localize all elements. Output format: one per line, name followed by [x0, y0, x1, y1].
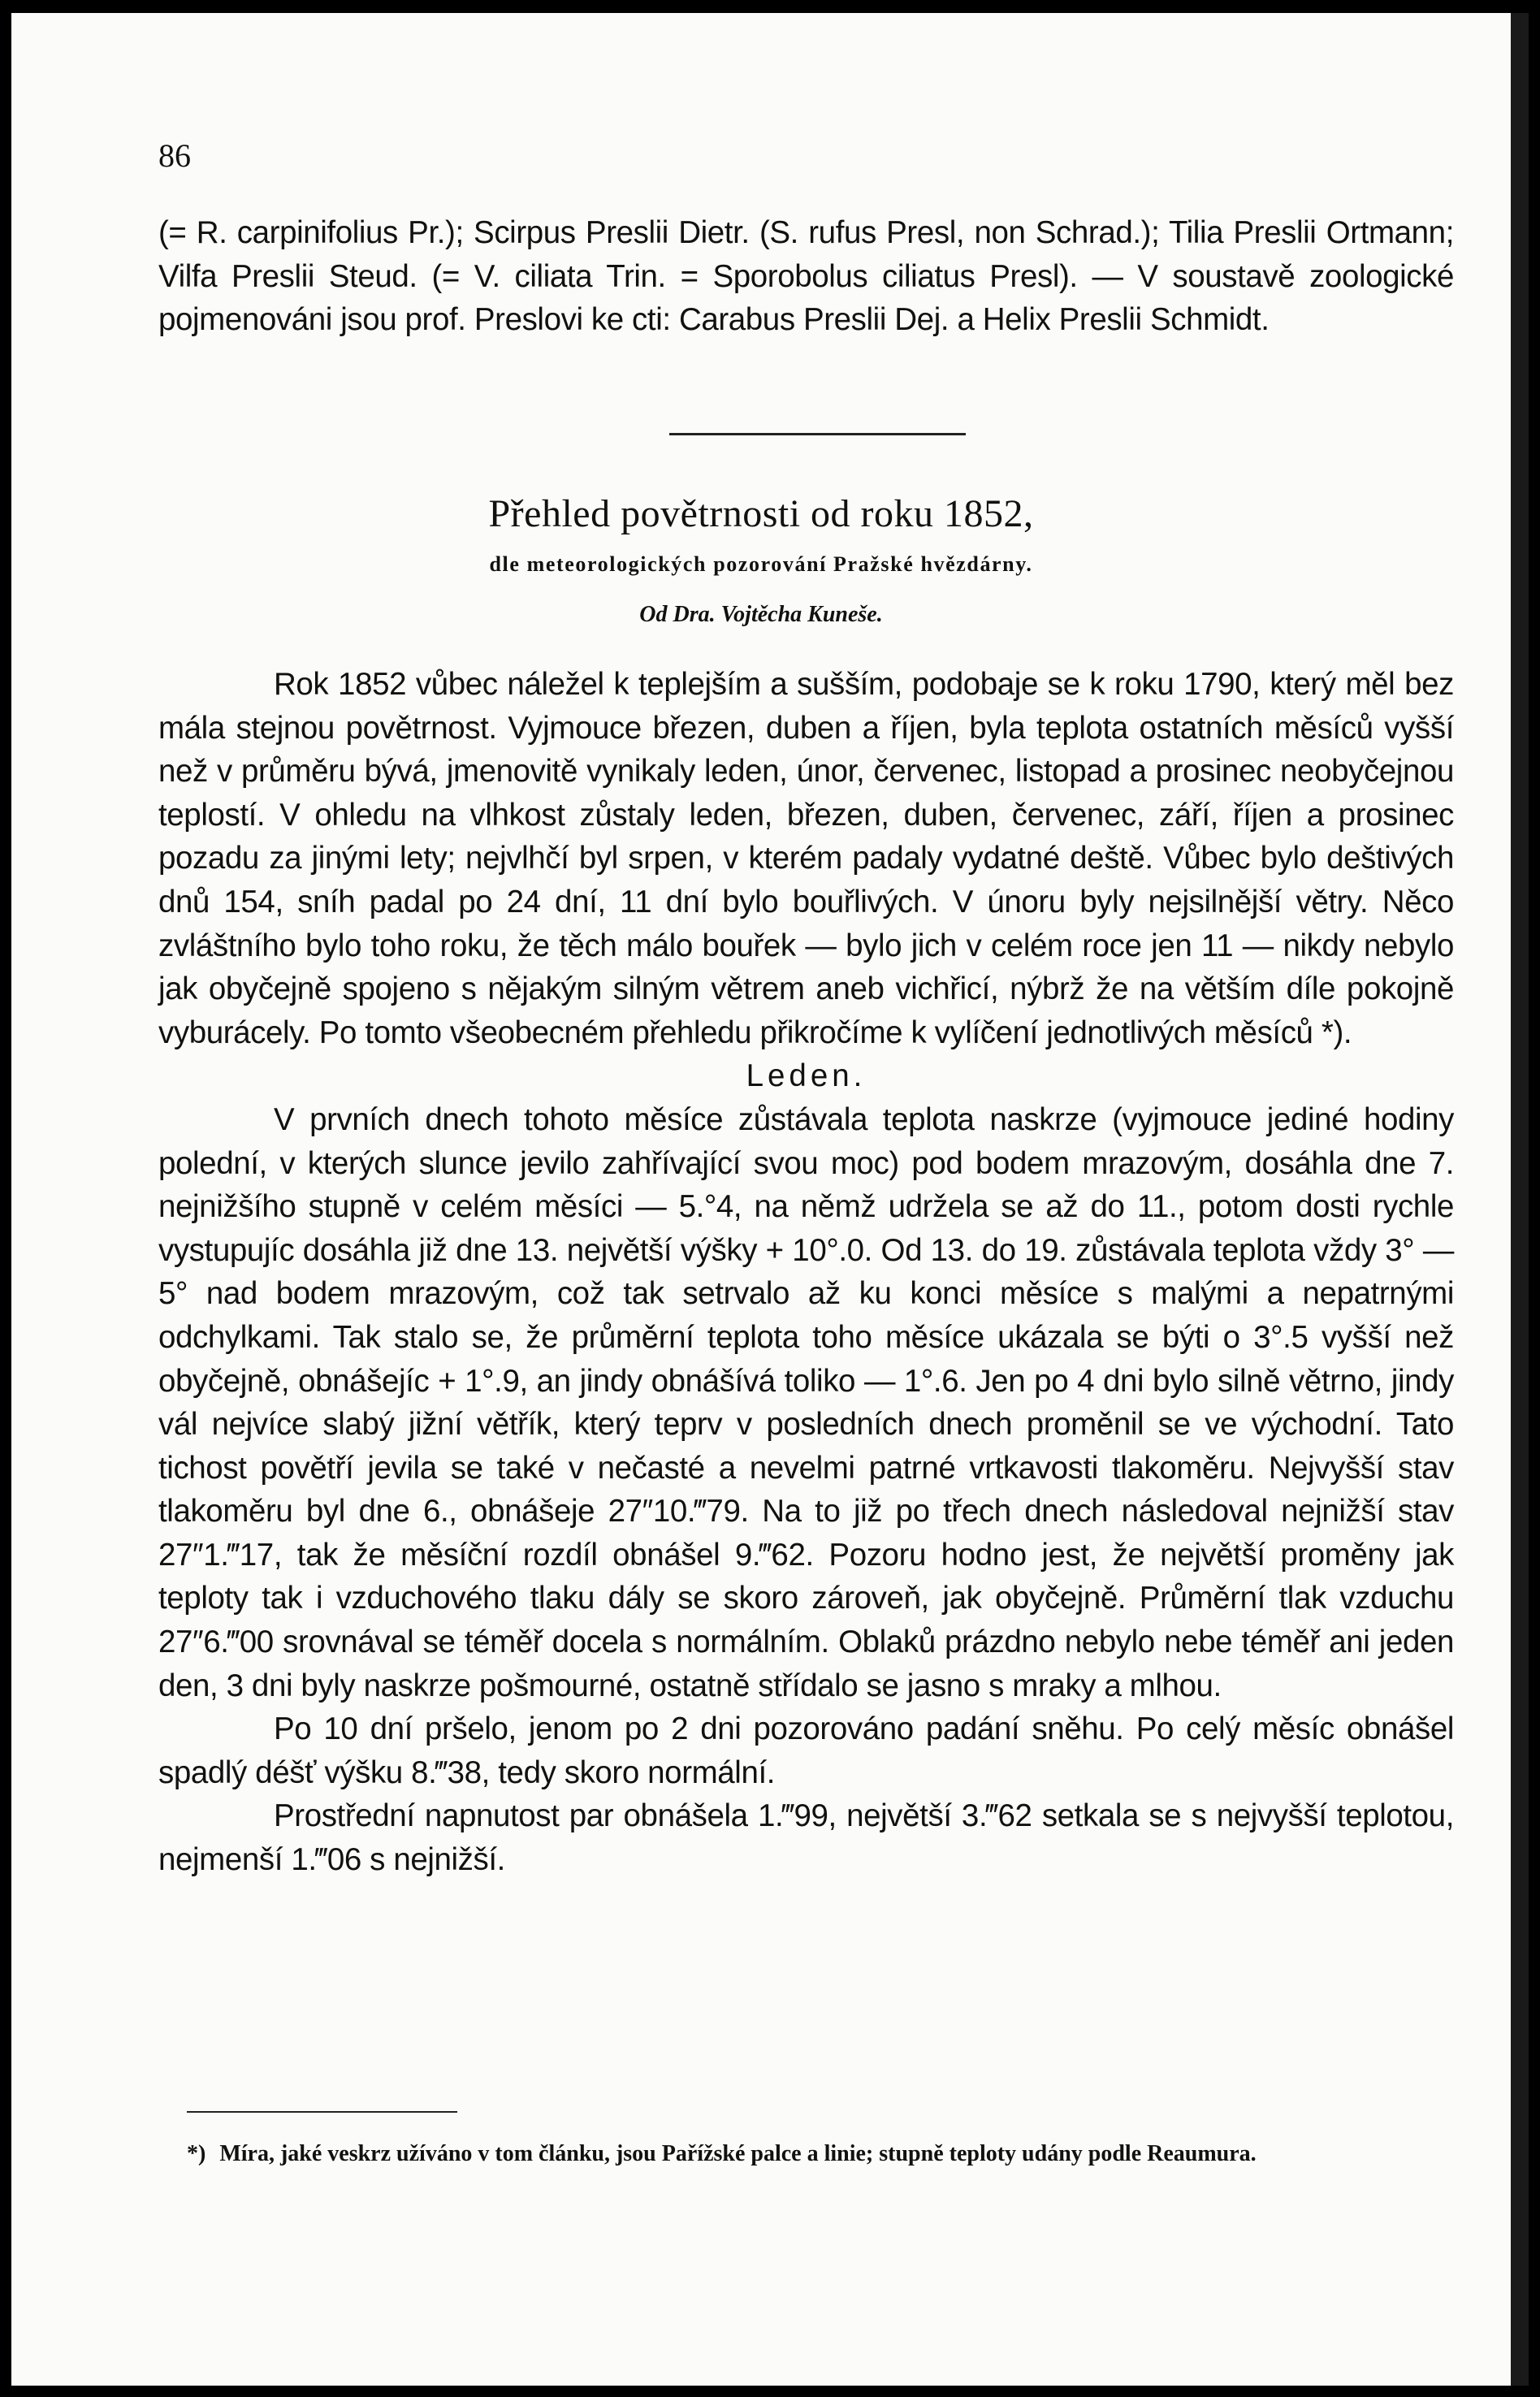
- page-number: 86: [158, 137, 191, 174]
- paragraph-january: V prvních dnech tohoto měsíce zůstávala teplota naskrze (vyjmouce jediné hodiny polední, v kterých slunce jevilo zahřívající svou moc) pod bodem mrazovým, dosáhla dne 7. nejnižšího stupně v celém měsíci — 5.°4, na němž udržela se až do 11., potom dosti rychle vystupujíc dosáhla již dne 13. největší výšky + 10°.0. Od 13. do 19. zůstávala teplota vždy 3° — 5° nad bodem mrazovým, což tak setrvalo až ku konci měsíce s malými a nepatrnými odchylkami. Tak stalo se, že průměrní teplota toho měsíce ukázala se býti o 3°.5 vyšší než obyčejně, obnášejíc + 1°.9, an jindy obnášívá toliko — 1°.6. Jen po 4 dni bylo silně větrno, jindy vál nejvíce slabý jižní větřík, který teprv v posledních dnech proměnil se ve východní. Tato tichost povětří jevila se také v nečasté a nevelmi patrné vrtkavosti tlakoměru. Nejvyšší stav tlakoměru byl dne 6., obnášeje 27″10.‴79. Na to již po třech dnech následoval nejnižší stav 27″1.‴17, tak že měsíční rozdíl obnášel 9.‴62. Pozoru hodno jest, že největší proměny jak teploty tak i vzduchového tlaku dály se skoro zároveň, jak obyčejně. Průměrní tlak vzduchu 27″6.‴00 srovnával se téměř docela s normálním. Oblaků prázdno nebylo nebe téměř ani jeden den, 3 dni byly naskrze pošmourné, ostatně střídalo se jasno s mraky a mlhou.: [158, 1101, 1454, 1703]
- article-subtitle: dle meteorologických pozorování Pražské hvězdárny.: [489, 552, 1033, 576]
- paragraph-precipitation: Po 10 dní pršelo, jenom po 2 dni pozorováno padání sněhu. Po celý měsíc obnášel spadlý déšť výšku 8.‴38, tedy skoro normální.: [158, 1711, 1454, 1790]
- footnote: [187, 2131, 1458, 2177]
- footnote-text: Míra, jaké veskrz užíváno v tom článku, jsou Pařížské palce a linie; stupně teploty udány podle Reaumura.: [219, 2141, 1257, 2166]
- page-edge: [1511, 13, 1529, 2386]
- paragraph-vapour: Prostřední napnutost par obnášela 1.‴99, největší 3.‴62 setkala se s nejvyšší teplotou, nejmenší 1.‴06 s nejnižší.: [158, 1798, 1454, 1878]
- footnote-mark: *): [187, 2141, 206, 2166]
- document-page: [11, 13, 1511, 2386]
- month-heading: Leden.: [746, 1058, 867, 1094]
- article-title: Přehled povětrnosti od roku 1852,: [488, 492, 1034, 535]
- intro-paragraph: (= R. carpinifolius Pr.); Scirpus Preslii Dietr. (S. rufus Presl, non Schrad.); Tilia Preslii Ortmann; Vilfa Preslii Steud. (= V. ciliata Trin. = Sporobolus ciliatus Presl). — V soustavě zoologické pojmenováni jsou prof. Preslovi ke cti: Carabus Preslii Dej. a Helix Preslii Schmidt.: [158, 215, 1454, 338]
- section-divider: [669, 433, 966, 435]
- article-author: Od Dra. Vojtěcha Kuneše.: [639, 602, 883, 627]
- footnote-divider: [187, 2111, 457, 2113]
- paragraph-overview: Rok 1852 vůbec náležel k teplejším a sušším, podobaje se k roku 1790, který měl bez mála stejnou povětrnost. Vyjmouce březen, duben a říjen, byla teplota ostatních měsíců vyšší než v průměru bývá, jmenovitě vynikaly leden, únor, červenec, listopad a prosinec neobyčejnou teplostí. V ohledu na vlhkost zůstaly leden, březen, duben, červenec, září, říjen a prosinec pozadu za jinými lety; nejvlhčí byl srpen, v kterém padaly vydatné deště. Vůbec bylo deštivých dnů 154, sníh padal po 24 dní, 11 dní bylo bouřlivých. V únoru byly nejsilnější větry. Něco zvláštního bylo toho roku, že těch málo bouřek — bylo jich v celém roce jen 11 — nikdy nebylo jak obyčejně spojeno s nějakým silným větrem aneb vichřicí, nýbrž že na větším díle pokojně vyburácely. Po tomto všeobecném přehledu přikročíme k vylíčení jednotlivých měsíců *).: [158, 667, 1454, 1050]
- article-body: [158, 663, 1454, 1882]
